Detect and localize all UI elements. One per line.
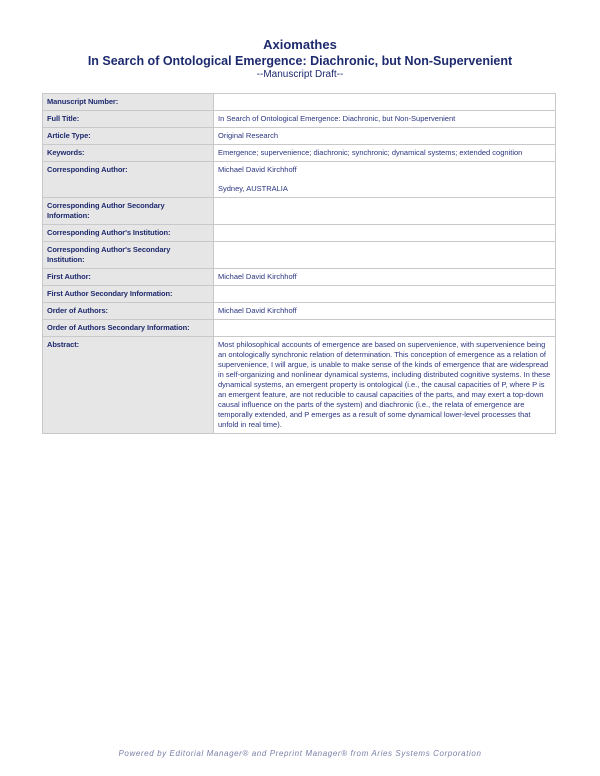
order-of-authors-secondary-value [214,320,556,337]
table-row [43,111,556,128]
table-row [43,337,556,434]
keywords-label: Keywords: [43,145,214,162]
corresponding-author-label: Corresponding Author: [43,162,214,198]
corresponding-author-institution-label: Corresponding Author's Institution: [43,225,214,242]
manuscript-draft-label: --Manuscript Draft-- [256,69,344,80]
corresponding-author-secondary-institution-label: Corresponding Author's Secondary Institution: [43,242,214,269]
table-row [43,303,556,320]
corresponding-author-name: Michael David Kirchhoff [218,165,297,174]
table-row [43,320,556,337]
table-row [43,145,556,162]
footer-credit: Powered by Editorial Manager® and Preprint Manager® from Aries Systems Corporation [118,749,482,758]
keywords-value: Emergence; supervenience; diachronic; synchronic; dynamical systems; extended cognition [214,145,556,162]
corresponding-author-institution-value [214,225,556,242]
table-row [43,286,556,303]
corresponding-author-location: Sydney, AUSTRALIA [218,184,288,193]
manuscript-title: In Search of Ontological Emergence: Diachronic, but Non-Supervenient [87,54,513,68]
article-type-value: Original Research [214,128,556,145]
first-author-secondary-value [214,286,556,303]
manuscript-number-value [214,94,556,111]
table-row [43,242,556,269]
table-row [43,128,556,145]
order-of-authors-label: Order of Authors: [43,303,214,320]
article-type-label: Article Type: [43,128,214,145]
corresponding-author-secondary-institution-value [214,242,556,269]
table-row [43,269,556,286]
abstract-label: Abstract: [43,337,214,434]
table-row [43,94,556,111]
table-row [43,225,556,242]
full-title-value: In Search of Ontological Emergence: Diachronic, but Non-Supervenient [214,111,556,128]
corresponding-author-secondary-label: Corresponding Author Secondary Information: [43,198,214,225]
first-author-value: Michael David Kirchhoff [214,269,556,286]
corresponding-author-secondary-value [214,198,556,225]
journal-name: Axiomathes [263,37,337,52]
manuscript-metadata-table [42,93,556,434]
document-header [0,36,600,81]
abstract-value: Most philosophical accounts of emergence are based on supervenience, with supervenience being an ontologically synchronic relation of determination. This conception of emergence as a relation of supervenience, I will argue, is unable to make sense of the kinds of emergence that are widespread in self-organizing and nonlinear dynamical systems, including distributed cognitive systems. In these dynamical systems, an emergent property is ontological (i.e., the causal capacities of P, where P is an emergent feature, are not reducible to causal capacities of the parts, and may exert a top-down causal influence on the parts of the system) and diachronic (i.e., the relata of emergence are temporally extended, and P emerges as a result of some dynamical lower-level processes that unfold in real time). [214,337,556,434]
order-of-authors-secondary-label: Order of Authors Secondary Information: [43,320,214,337]
first-author-label: First Author: [43,269,214,286]
table-row [43,162,556,198]
manuscript-number-label: Manuscript Number: [43,94,214,111]
first-author-secondary-label: First Author Secondary Information: [43,286,214,303]
order-of-authors-value: Michael David Kirchhoff [214,303,556,320]
table-row [43,198,556,225]
full-title-label: Full Title: [43,111,214,128]
corresponding-author-value [214,162,556,198]
